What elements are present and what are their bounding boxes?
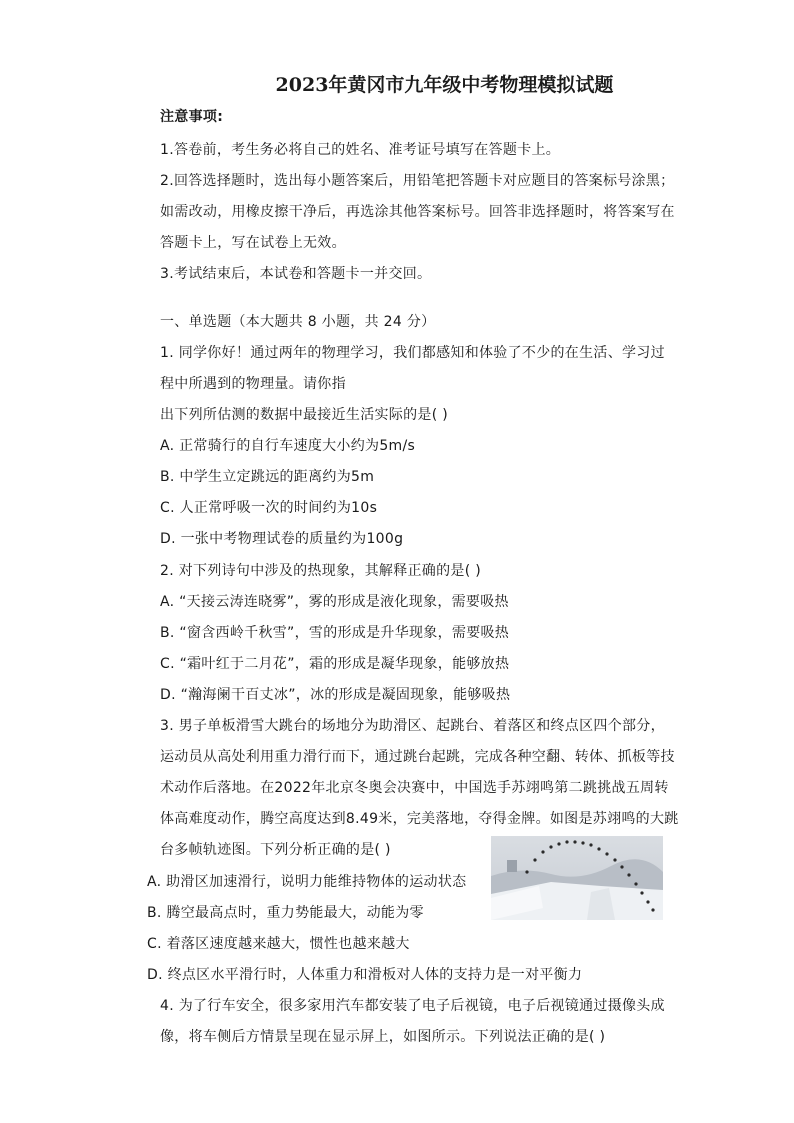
notice-heading: 注意事项: xyxy=(160,109,224,125)
option-text: A. “天接云涛连晓雾”，雾的形成是液化现象，需要吸热 xyxy=(160,594,509,610)
question-stem: 出下列所估测的数据中最接近生活实际的是( ) xyxy=(160,407,448,423)
question-stem: 4. 为了行车安全，很多家用汽车都安装了电子后视镜，电子后视镜通过摄像头成 xyxy=(160,998,665,1014)
option-text: B. 中学生立定跳远的距离约为5m xyxy=(160,469,375,485)
question-stem: 3. 男子单板滑雪大跳台的场地分为助滑区、起跳台、着落区和终点区四个部分， xyxy=(160,718,665,734)
page-title: 2023年黄冈市九年级中考物理模拟试题 xyxy=(275,74,614,96)
question-stem: 术动作后落地。在2022年北京冬奥会决赛中，中国选手苏翊鸣第二跳挑战五周转 xyxy=(160,780,669,796)
option-text: B. “窗含西岭千秋雪”，雪的形成是升华现象，需要吸热 xyxy=(160,625,510,641)
question-stem: 2. 对下列诗句中涉及的热现象，其解释正确的是( ) xyxy=(160,563,481,579)
option-text: C. 人正常呼吸一次的时间约为10s xyxy=(160,500,378,516)
option-text: C. “霜叶红于二月花”，霜的形成是凝华现象，能够放热 xyxy=(160,656,510,672)
question-stem: 体高难度动作，腾空高度达到8.49米，完美落地，夺得金牌。如图是苏翊鸣的大跳 xyxy=(160,811,679,827)
notice-item: 2.回答选择题时，选出每小题答案后，用铅笔把答题卡对应题目的答案标号涂黑； xyxy=(160,173,675,189)
notice-item: 如需改动，用橡皮擦干净后，再选涂其他答案标号。回答非选择题时，将答案写在 xyxy=(160,204,675,220)
question-stem: 运动员从高处利用重力滑行而下，通过跳台起跳，完成各种空翻、转体、抓板等技 xyxy=(160,749,675,765)
option-text: B. 腾空最高点时，重力势能最大，动能为零 xyxy=(147,905,424,921)
option-text: A. 助滑区加速滑行，说明力能维持物体的运动状态 xyxy=(147,874,467,890)
snowboard-trajectory-photo xyxy=(491,836,663,920)
question-stem: 台多帧轨迹图。下列分析正确的是( ) xyxy=(160,842,391,858)
option-text: A. 正常骑行的自行车速度大小约为5m/s xyxy=(160,438,416,454)
notice-item: 答题卡上，写在试卷上无效。 xyxy=(160,235,346,251)
question-stem: 程中所遇到的物理量。请你指 xyxy=(160,376,346,392)
option-text: D. “瀚海阑干百丈冰”，冰的形成是凝固现象，能够吸热 xyxy=(160,687,511,703)
notice-item: 3.考试结束后，本试卷和答题卡一并交回。 xyxy=(160,266,432,282)
option-text: D. 一张中考物理试卷的质量约为100g xyxy=(160,531,404,547)
option-text: C. 着落区速度越来越大，惯性也越来越大 xyxy=(147,936,410,952)
notice-item: 1.答卷前，考生务必将自己的姓名、准考证号填写在答题卡上。 xyxy=(160,142,561,158)
section-heading: 一、单选题（本大题共 8 小题，共 24 分） xyxy=(160,314,436,330)
question-stem: 像，将车侧后方情景呈现在显示屏上，如图所示。下列说法正确的是( ) xyxy=(160,1029,606,1045)
option-text: D. 终点区水平滑行时，人体重力和滑板对人体的支持力是一对平衡力 xyxy=(147,967,583,983)
question-stem: 1. 同学你好！通过两年的物理学习，我们都感知和体验了不少的在生活、学习过 xyxy=(160,345,665,361)
